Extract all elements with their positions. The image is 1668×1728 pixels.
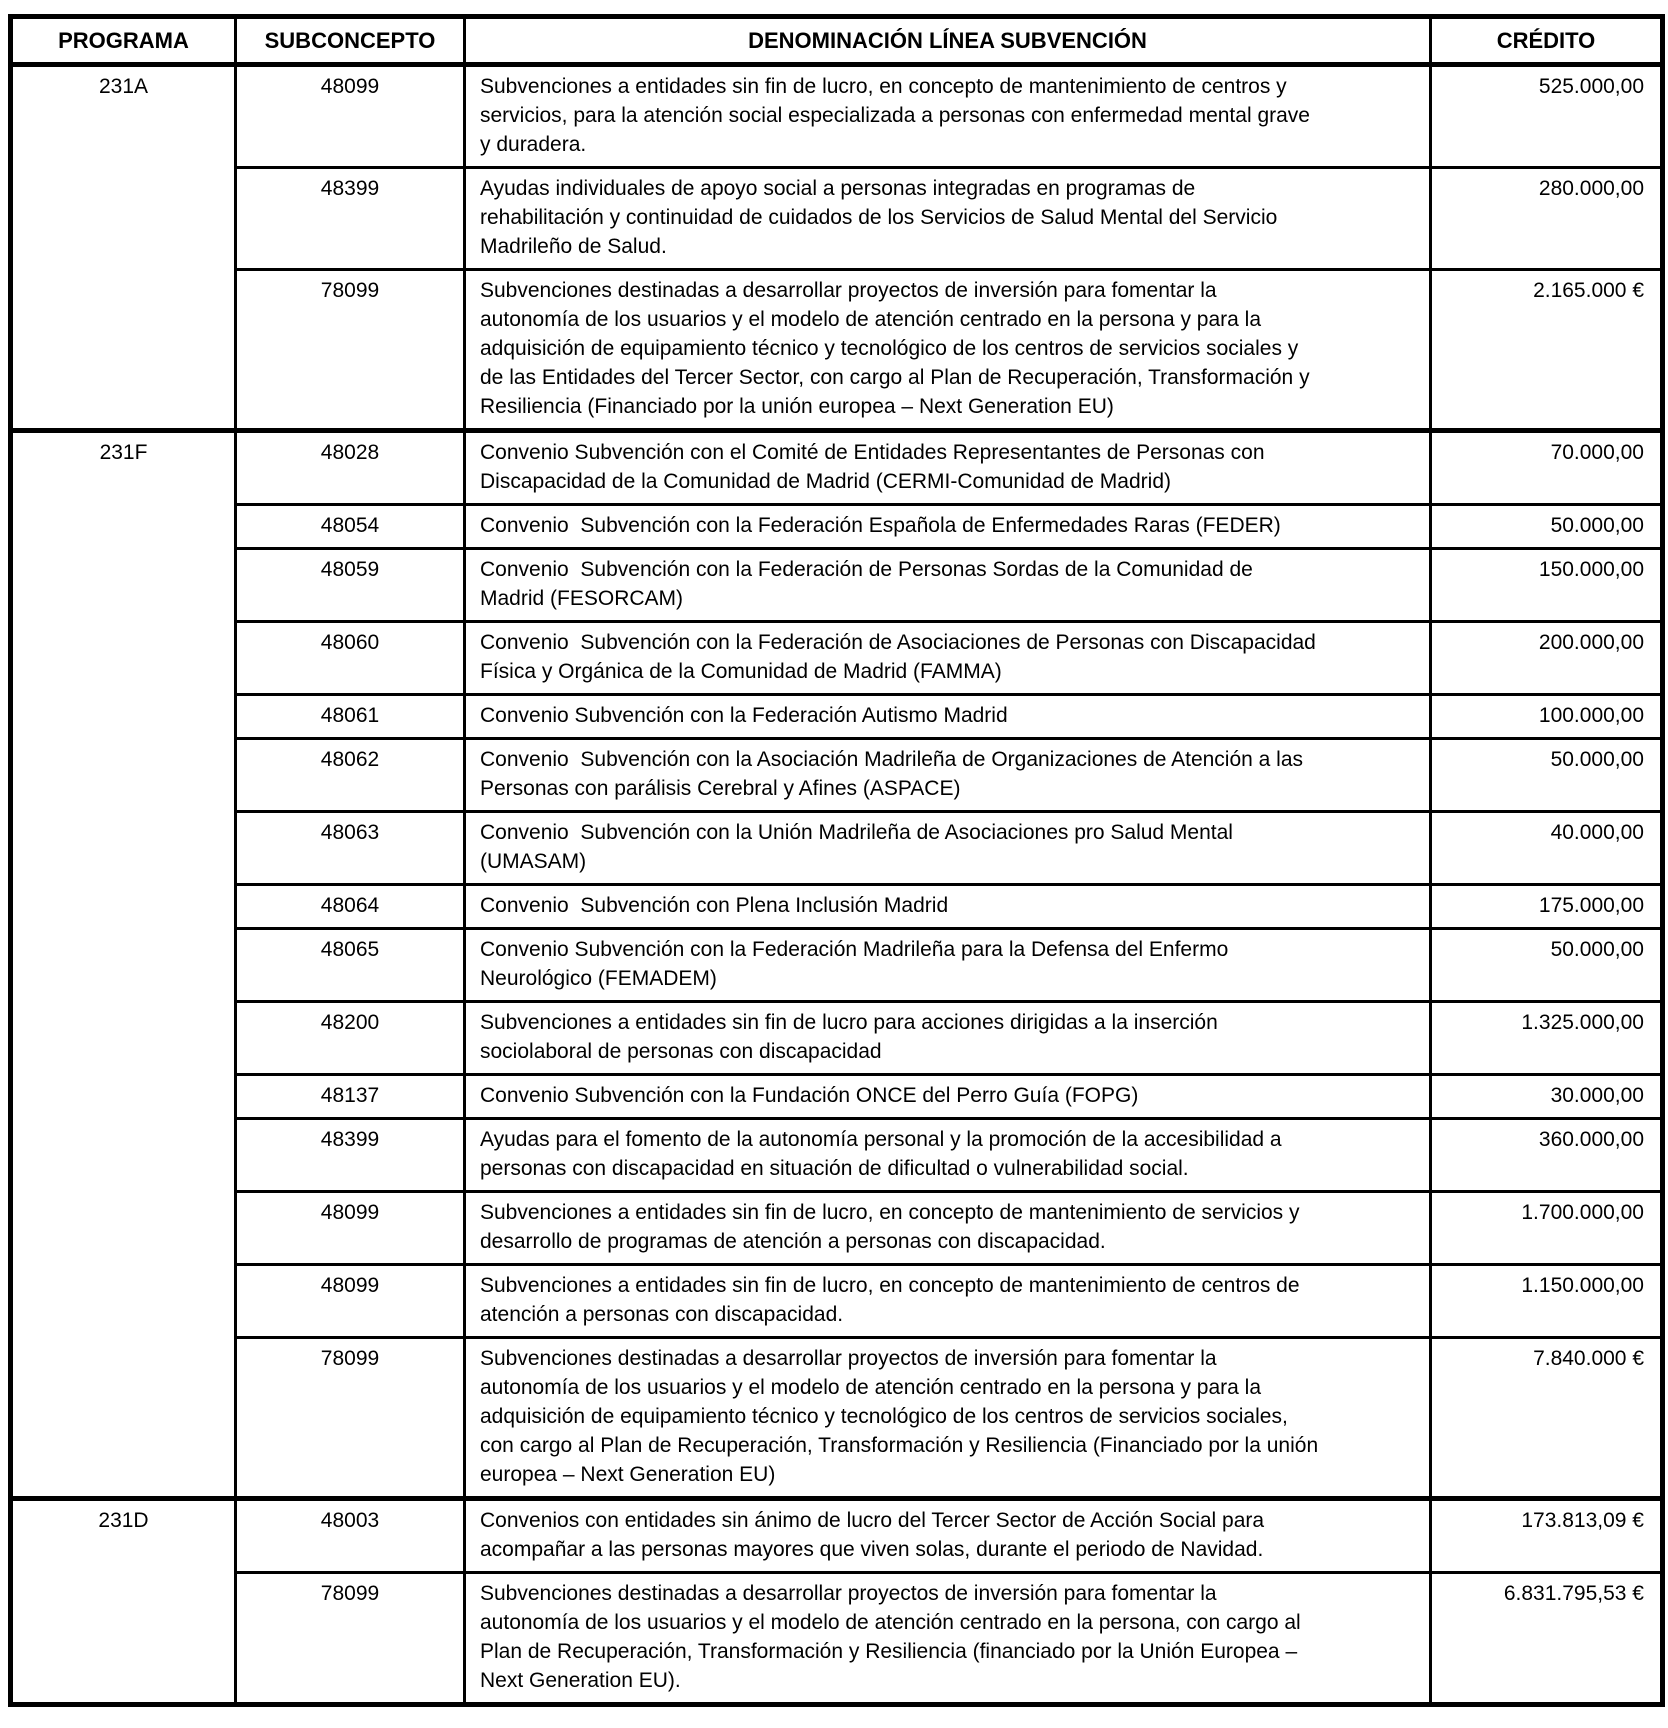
credito-cell: 40.000,00 bbox=[1431, 812, 1663, 885]
header-subconcepto: SUBCONCEPTO bbox=[236, 17, 465, 65]
credito-cell: 1.150.000,00 bbox=[1431, 1265, 1663, 1338]
credito-cell: 50.000,00 bbox=[1431, 505, 1663, 549]
subconcepto-cell: 48200 bbox=[236, 1002, 465, 1075]
credito-cell: 360.000,00 bbox=[1431, 1119, 1663, 1192]
header-row bbox=[11, 17, 1663, 65]
subconcepto-cell: 48059 bbox=[236, 549, 465, 622]
subconcepto-cell: 48099 bbox=[236, 1192, 465, 1265]
subconcepto-cell: 48060 bbox=[236, 622, 465, 695]
subconcepto-cell: 48028 bbox=[236, 431, 465, 505]
subventions-table bbox=[8, 14, 1665, 1707]
header-credito: CRÉDITO bbox=[1431, 17, 1663, 65]
credito-cell: 100.000,00 bbox=[1431, 695, 1663, 739]
subconcepto-cell: 48003 bbox=[236, 1499, 465, 1573]
denominacion-cell: Convenio Subvención con la Federación Española de Enfermedades Raras (FEDER) bbox=[465, 505, 1431, 549]
denominacion-cell: Subvenciones a entidades sin fin de lucro, en concepto de mantenimiento de centros de atención a personas con discapacidad. bbox=[465, 1265, 1431, 1338]
table-row bbox=[11, 812, 1663, 885]
table-row bbox=[11, 885, 1663, 929]
denominacion-cell: Convenio Subvención con la Federación Madrileña para la Defensa del Enfermo Neurológico (FEMADEM) bbox=[465, 929, 1431, 1002]
credito-cell: 1.325.000,00 bbox=[1431, 1002, 1663, 1075]
table-header bbox=[11, 17, 1663, 65]
table-row bbox=[11, 270, 1663, 431]
table-row bbox=[11, 1338, 1663, 1499]
table-row bbox=[11, 1265, 1663, 1338]
denominacion-cell: Convenio Subvención con la Asociación Madrileña de Organizaciones de Atención a las Personas con parálisis Cerebral y Afines (ASPACE) bbox=[465, 739, 1431, 812]
subconcepto-cell: 48399 bbox=[236, 168, 465, 270]
table-row bbox=[11, 1499, 1663, 1573]
table-row bbox=[11, 1573, 1663, 1705]
header-denominacion: DENOMINACIÓN LÍNEA SUBVENCIÓN bbox=[465, 17, 1431, 65]
credito-cell: 525.000,00 bbox=[1431, 65, 1663, 168]
denominacion-cell: Convenio Subvención con la Fundación ONCE del Perro Guía (FOPG) bbox=[465, 1075, 1431, 1119]
credito-cell: 150.000,00 bbox=[1431, 549, 1663, 622]
denominacion-cell: Convenios con entidades sin ánimo de lucro del Tercer Sector de Acción Social para acompañar a las personas mayores que viven solas, durante el periodo de Navidad. bbox=[465, 1499, 1431, 1573]
credito-cell: 200.000,00 bbox=[1431, 622, 1663, 695]
credito-cell: 6.831.795,53 € bbox=[1431, 1573, 1663, 1705]
credito-cell: 2.165.000 € bbox=[1431, 270, 1663, 431]
credito-cell: 175.000,00 bbox=[1431, 885, 1663, 929]
denominacion-cell: Ayudas para el fomento de la autonomía personal y la promoción de la accesibilidad a personas con discapacidad en situación de dificultad o vulnerabilidad social. bbox=[465, 1119, 1431, 1192]
subconcepto-cell: 78099 bbox=[236, 1338, 465, 1499]
subconcepto-cell: 78099 bbox=[236, 270, 465, 431]
credito-cell: 50.000,00 bbox=[1431, 929, 1663, 1002]
table-row bbox=[11, 929, 1663, 1002]
denominacion-cell: Subvenciones a entidades sin fin de lucro, en concepto de mantenimiento de centros y servicios, para la atención social especializada a personas con enfermedad mental grave y duradera. bbox=[465, 65, 1431, 168]
denominacion-cell: Convenio Subvención con la Federación de Asociaciones de Personas con Discapacidad Física y Orgánica de la Comunidad de Madrid (FAMMA) bbox=[465, 622, 1431, 695]
denominacion-cell: Subvenciones destinadas a desarrollar proyectos de inversión para fomentar la autonomía de los usuarios y el modelo de atención centrado en la persona, con cargo al Plan de Recuperación, Transformación y Resiliencia (financiado por la Unión Europea –Next Generation EU). bbox=[465, 1573, 1431, 1705]
subconcepto-cell: 78099 bbox=[236, 1573, 465, 1705]
credito-cell: 30.000,00 bbox=[1431, 1075, 1663, 1119]
subconcepto-cell: 48054 bbox=[236, 505, 465, 549]
subconcepto-cell: 48062 bbox=[236, 739, 465, 812]
subconcepto-cell: 48137 bbox=[236, 1075, 465, 1119]
credito-cell: 280.000,00 bbox=[1431, 168, 1663, 270]
denominacion-cell: Subvenciones a entidades sin fin de lucro para acciones dirigidas a la inserción sociolaboral de personas con discapacidad bbox=[465, 1002, 1431, 1075]
table-row bbox=[11, 505, 1663, 549]
programa-cell: 231A bbox=[11, 65, 236, 431]
table-row bbox=[11, 65, 1663, 168]
table-row bbox=[11, 168, 1663, 270]
table-row bbox=[11, 1002, 1663, 1075]
subconcepto-cell: 48099 bbox=[236, 65, 465, 168]
denominacion-cell: Subvenciones destinadas a desarrollar proyectos de inversión para fomentar la autonomía de los usuarios y el modelo de atención centrado en la persona y para la adquisición de equipamiento técnico y tecnológico de los centros de servicios sociales, con cargo al Plan de Recuperación, Transformación y Resiliencia (Financiado por la unión europea – Next Generation EU) bbox=[465, 1338, 1431, 1499]
table-row bbox=[11, 1192, 1663, 1265]
programa-cell: 231F bbox=[11, 431, 236, 1499]
table-row bbox=[11, 549, 1663, 622]
denominacion-cell: Ayudas individuales de apoyo social a personas integradas en programas de rehabilitación y continuidad de cuidados de los Servicios de Salud Mental del Servicio Madrileño de Salud. bbox=[465, 168, 1431, 270]
subconcepto-cell: 48063 bbox=[236, 812, 465, 885]
credito-cell: 1.700.000,00 bbox=[1431, 1192, 1663, 1265]
denominacion-cell: Convenio Subvención con la Unión Madrileña de Asociaciones pro Salud Mental (UMASAM) bbox=[465, 812, 1431, 885]
table-row bbox=[11, 739, 1663, 812]
denominacion-cell: Convenio Subvención con la Federación Autismo Madrid bbox=[465, 695, 1431, 739]
table-row bbox=[11, 622, 1663, 695]
denominacion-cell: Convenio Subvención con el Comité de Entidades Representantes de Personas con Discapacidad de la Comunidad de Madrid (CERMI-Comunidad de Madrid) bbox=[465, 431, 1431, 505]
credito-cell: 50.000,00 bbox=[1431, 739, 1663, 812]
credito-cell: 70.000,00 bbox=[1431, 431, 1663, 505]
credito-cell: 173.813,09 € bbox=[1431, 1499, 1663, 1573]
denominacion-cell: Subvenciones a entidades sin fin de lucro, en concepto de mantenimiento de servicios y desarrollo de programas de atención a personas con discapacidad. bbox=[465, 1192, 1431, 1265]
table-row bbox=[11, 1119, 1663, 1192]
table-row bbox=[11, 1075, 1663, 1119]
programa-cell: 231D bbox=[11, 1499, 236, 1705]
subconcepto-cell: 48061 bbox=[236, 695, 465, 739]
table-body bbox=[11, 65, 1663, 1705]
subconcepto-cell: 48399 bbox=[236, 1119, 465, 1192]
header-programa: PROGRAMA bbox=[11, 17, 236, 65]
subconcepto-cell: 48099 bbox=[236, 1265, 465, 1338]
denominacion-cell: Convenio Subvención con Plena Inclusión Madrid bbox=[465, 885, 1431, 929]
subconcepto-cell: 48064 bbox=[236, 885, 465, 929]
subconcepto-cell: 48065 bbox=[236, 929, 465, 1002]
table-row bbox=[11, 431, 1663, 505]
denominacion-cell: Convenio Subvención con la Federación de Personas Sordas de la Comunidad de Madrid (FESORCAM) bbox=[465, 549, 1431, 622]
credito-cell: 7.840.000 € bbox=[1431, 1338, 1663, 1499]
denominacion-cell: Subvenciones destinadas a desarrollar proyectos de inversión para fomentar la autonomía de los usuarios y el modelo de atención centrado en la persona y para la adquisición de equipamiento técnico y tecnológico de los centros de servicios sociales y de las Entidades del Tercer Sector, con cargo al Plan de Recuperación, Transformación y Resiliencia (Financiado por la unión europea – Next Generation EU) bbox=[465, 270, 1431, 431]
table-row bbox=[11, 695, 1663, 739]
